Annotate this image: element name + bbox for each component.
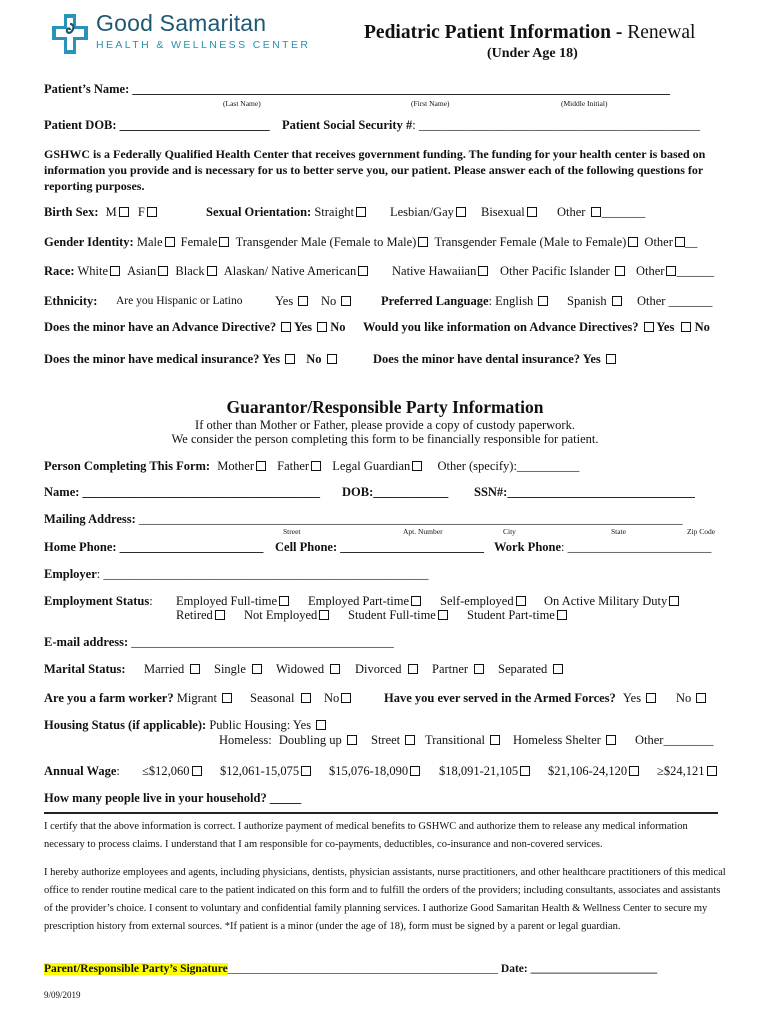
gender-trans-female-checkbox[interactable] <box>628 237 638 247</box>
medical-ins-no: No <box>306 352 322 366</box>
emp-military-option <box>544 594 679 609</box>
middle-initial-hint: (Middle Initial) <box>561 99 608 108</box>
ethnicity-label: Ethnicity: <box>44 294 98 308</box>
farm-no-checkbox[interactable] <box>341 693 351 703</box>
org-subtitle: HEALTH & WELLNESS CENTER <box>96 39 311 51</box>
medical-ins-yes-checkbox[interactable] <box>285 354 295 364</box>
emp-self: Self-employed <box>440 594 514 608</box>
emp-retired-option <box>176 608 225 623</box>
work-phone-line: : _______________________ <box>561 540 712 554</box>
orientation-row <box>206 205 366 220</box>
annual-wage-label: Annual Wage <box>44 764 117 778</box>
birth-sex-f: F <box>137 205 145 219</box>
emp-student-part-checkbox[interactable] <box>557 610 567 620</box>
employer-field[interactable] <box>44 567 428 582</box>
medical-insurance-row <box>44 352 337 367</box>
ethnicity-yes-option <box>275 294 308 309</box>
ethnicity-question: Are you Hispanic or Latino <box>116 295 243 307</box>
person-completing-row <box>44 459 579 474</box>
homeless-row <box>219 733 357 748</box>
advance-no: No <box>330 320 346 334</box>
farm-seasonal-option <box>250 691 311 706</box>
gender-female-checkbox[interactable] <box>219 237 229 247</box>
emp-not-option <box>244 608 329 623</box>
last-name-hint: (Last Name) <box>223 99 261 108</box>
completing-mother: Mother <box>217 459 255 473</box>
guarantor-section-title: Guarantor/Responsible Party Information <box>226 397 544 417</box>
advance-directive-question: Does the minor have an Advance Directive? <box>44 320 277 334</box>
marital-married-checkbox[interactable] <box>190 664 200 674</box>
street-hint: Street <box>283 527 301 536</box>
good-samaritan-logo-icon <box>50 12 90 56</box>
language-label: Preferred Language <box>381 294 489 308</box>
annual-wage-label-row <box>44 764 120 779</box>
gender-male: Male <box>136 235 163 249</box>
emp-parttime-checkbox[interactable] <box>411 596 421 606</box>
patient-dob-field[interactable]: Patient DOB: ________________________ <box>44 118 270 132</box>
gender-label: Gender Identity: <box>44 235 134 249</box>
advance-no-checkbox[interactable] <box>317 322 327 332</box>
employment-label-row <box>44 594 153 609</box>
race-hawaiian-checkbox[interactable] <box>478 266 488 276</box>
emp-not-checkbox[interactable] <box>319 610 329 620</box>
language-spanish-option <box>567 294 622 309</box>
housing-street-checkbox[interactable] <box>405 735 415 745</box>
orientation-label: Sexual Orientation: <box>206 205 312 219</box>
completing-guardian: Legal Guardian <box>332 459 411 473</box>
gender-female: Female <box>180 235 218 249</box>
ssn-line: : _____________________________________________ <box>412 118 701 132</box>
armed-forces-row <box>384 691 656 706</box>
advance-directive-row <box>44 320 346 335</box>
advance-info-no-checkbox[interactable] <box>681 322 691 332</box>
language-row <box>381 294 548 309</box>
housing-shelter: Homeless Shelter <box>513 733 601 747</box>
certify-paragraph: I certify that the above information is correct. I authorize payment of medical benefits to GSHWC and authorize them to release any medical information necessary to process claims. I understand that I am responsible for co-payments, deductibles, co-insurance and non-covered services. <box>44 821 688 851</box>
race-other-option <box>636 264 714 279</box>
page-title <box>364 22 695 44</box>
housing-homeless: Homeless: <box>219 733 272 747</box>
farm-migrant: Migrant <box>176 691 218 705</box>
armed-no-option <box>676 691 706 706</box>
work-phone-field[interactable] <box>494 540 711 555</box>
wage-5-checkbox[interactable] <box>629 766 639 776</box>
gender-trans-male: Transgender Male (Female to Male) <box>235 235 417 249</box>
farm-seasonal-checkbox[interactable] <box>301 693 311 703</box>
wage-1-option <box>142 764 202 779</box>
race-pacific-checkbox[interactable] <box>615 266 625 276</box>
section-divider <box>44 812 718 814</box>
wage-1-checkbox[interactable] <box>192 766 202 776</box>
authorize-paragraph: I hereby authorize employees and agents, including physicians, dentists, physician assistants, nurse practitioners, and other healthcare practitioners of this medical office to render routine medical care to the patient indicated on this form and to fulfill the orders of the providers; including consultants, associates and assistants of the provider’s choice. I consent to voluntary and confidential family planning services. I authorize Good Samaritan Health & Wellness Center to secure my prescription history from external sources. *If patient is a minor (under the age of 18), form must be signed by a parent or legal guardian. <box>44 867 726 933</box>
race-black-checkbox[interactable] <box>207 266 217 276</box>
city-hint: City <box>503 527 516 536</box>
mailing-label: Mailing Address: <box>44 512 136 526</box>
race-alaskan: Alaskan/ Native American <box>223 264 357 278</box>
orientation-bisexual: Bisexual <box>481 205 525 219</box>
farm-worker-row <box>44 691 232 706</box>
race-alaskan-checkbox[interactable] <box>358 266 368 276</box>
housing-public-checkbox[interactable] <box>316 720 326 730</box>
emp-student-part: Student Part-time <box>467 608 555 622</box>
orientation-other-option <box>557 205 645 220</box>
housing-doubling-checkbox[interactable] <box>347 735 357 745</box>
language-spanish-checkbox[interactable] <box>612 296 622 306</box>
household-field[interactable]: How many people live in your household? _____ <box>44 791 302 805</box>
advance-info-no: No <box>694 320 710 334</box>
farm-no: No <box>324 691 340 705</box>
race-pacific: Other Pacific Islander <box>500 264 610 278</box>
emp-student-full: Student Full-time <box>348 608 436 622</box>
title-rest: Renewal <box>627 22 696 43</box>
wage-6-checkbox[interactable] <box>707 766 717 776</box>
completing-other-field[interactable]: Other (specify):__________ <box>437 459 580 473</box>
farm-seasonal: Seasonal <box>250 691 295 705</box>
marital-widowed-checkbox[interactable] <box>330 664 340 674</box>
housing-street-option <box>371 733 415 748</box>
orientation-straight-checkbox[interactable] <box>356 207 366 217</box>
guarantor-dob-field[interactable]: DOB:____________ <box>342 485 449 499</box>
language-other-field[interactable]: Other _______ <box>637 294 713 308</box>
mailing-line: _______________________________________________________________________________________ <box>135 512 683 526</box>
first-name-hint: (First Name) <box>411 99 450 108</box>
wage-5-option <box>548 764 639 779</box>
completing-father-checkbox[interactable] <box>311 461 321 471</box>
employment-colon: : <box>149 594 153 608</box>
gender-trans-male-checkbox[interactable] <box>418 237 428 247</box>
armed-no-checkbox[interactable] <box>696 693 706 703</box>
race-other-checkbox[interactable] <box>666 266 676 276</box>
emp-student-part-option <box>467 608 567 623</box>
ethnicity-yes-checkbox[interactable] <box>298 296 308 306</box>
orientation-bisexual-option <box>481 205 537 220</box>
gender-row <box>44 235 697 250</box>
financial-note: We consider the person completing this form to be financially responsible for patient. <box>171 432 599 446</box>
emp-parttime-option <box>308 594 421 609</box>
zip-hint: Zip Code <box>687 527 716 536</box>
housing-shelter-checkbox[interactable] <box>606 735 616 745</box>
employer-line: : ____________________________________________________ <box>96 567 429 581</box>
signature-date: Date: ______________________ <box>498 963 658 975</box>
advance-yes-checkbox[interactable] <box>281 322 291 332</box>
race-black: Black <box>175 264 205 278</box>
farm-migrant-checkbox[interactable] <box>222 693 232 703</box>
signature-row[interactable] <box>44 963 657 975</box>
marital-partner-checkbox[interactable] <box>474 664 484 674</box>
birth-sex-f-checkbox[interactable] <box>147 207 157 217</box>
housing-shelter-option <box>513 733 616 748</box>
employer-label: Employer <box>44 567 97 581</box>
cell-phone-field[interactable]: Cell Phone: _______________________ <box>275 540 485 554</box>
dental-insurance-row <box>373 352 616 367</box>
wage-2-option <box>220 764 311 779</box>
birth-sex-row <box>44 205 157 220</box>
emp-fulltime-checkbox[interactable] <box>279 596 289 606</box>
advance-info-row <box>363 320 710 335</box>
completing-mother-checkbox[interactable] <box>256 461 266 471</box>
wage-1: ≤$12,060 <box>142 764 190 778</box>
orientation-other-line[interactable]: _______ <box>601 205 646 219</box>
housing-street: Street <box>371 733 401 747</box>
completing-father: Father <box>277 459 310 473</box>
footer-date: 9/09/2019 <box>44 990 81 1000</box>
marital-separated: Separated <box>498 662 548 676</box>
medical-ins-no-checkbox[interactable] <box>327 354 337 364</box>
housing-row <box>44 718 326 733</box>
dental-ins-yes-checkbox[interactable] <box>606 354 616 364</box>
state-hint: State <box>611 527 626 536</box>
marital-widowed: Widowed <box>276 662 325 676</box>
orientation-lesbian-gay-checkbox[interactable] <box>456 207 466 217</box>
race-hawaiian: Native Hawaiian <box>392 264 477 278</box>
orientation-lesbian-gay-option <box>390 205 466 220</box>
email-line: __________________________________________ <box>128 635 394 649</box>
farm-worker-question: Are you a farm worker? <box>44 691 174 705</box>
birth-sex-m: M <box>105 205 117 219</box>
farm-no-option <box>324 691 351 706</box>
emp-self-checkbox[interactable] <box>516 596 526 606</box>
marital-divorced-checkbox[interactable] <box>408 664 418 674</box>
medical-insurance-question: Does the minor have medical insurance? Yes <box>44 352 281 366</box>
title-bold: Pediatric Patient Information - <box>364 22 628 43</box>
race-other: Other <box>636 264 665 278</box>
orientation-other-checkbox[interactable] <box>591 207 601 217</box>
emp-military: On Active Military Duty <box>544 594 668 608</box>
marital-single-option <box>214 662 262 677</box>
marital-partner-option <box>432 662 484 677</box>
marital-partner: Partner <box>432 662 469 676</box>
wage-5: $21,106-24,120 <box>548 764 628 778</box>
language-english-checkbox[interactable] <box>538 296 548 306</box>
ethnicity-no-checkbox[interactable] <box>341 296 351 306</box>
armed-forces-question: Have you ever served in the Armed Forces? <box>384 691 616 705</box>
patient-name-field[interactable]: Patient’s Name: ______________________________________________________________________________________ <box>44 82 670 96</box>
housing-other-field[interactable]: Other________ <box>635 733 714 747</box>
birth-sex-m-checkbox[interactable] <box>119 207 129 217</box>
ethnicity-no: No <box>321 294 337 308</box>
gender-male-checkbox[interactable] <box>165 237 175 247</box>
marital-divorced-option <box>355 662 418 677</box>
race-white: White <box>77 264 108 278</box>
wage-2-checkbox[interactable] <box>301 766 311 776</box>
gender-other-checkbox[interactable] <box>675 237 685 247</box>
language-spanish: Spanish <box>567 294 607 308</box>
marital-label: Marital Status: <box>44 662 126 676</box>
orientation-bisexual-checkbox[interactable] <box>527 207 537 217</box>
funding-notice: GSHWC is a Federally Qualified Health Center that receives government funding. The funding for your health center is based on information you provide and is necessary for us to better serve you, our patient. Please answer each of the following questions for reporting purposes. <box>44 147 706 193</box>
emp-fulltime: Employed Full-time <box>176 594 278 608</box>
housing-transitional: Transitional <box>425 733 485 747</box>
apt-hint: Apt. Number <box>403 527 443 536</box>
signature-line: _______________________________________________ <box>227 963 499 975</box>
email-field[interactable] <box>44 635 394 650</box>
marital-single-checkbox[interactable] <box>252 664 262 674</box>
home-phone-field[interactable]: Home Phone: _______________________ <box>44 540 264 554</box>
wage-2: $12,061-15,075 <box>220 764 300 778</box>
emp-student-full-checkbox[interactable] <box>438 610 448 620</box>
person-completing-label: Person Completing This Form: <box>44 459 211 473</box>
wage-4-checkbox[interactable] <box>520 766 530 776</box>
marital-married-option <box>144 662 200 677</box>
patient-ssn-field[interactable] <box>282 118 700 133</box>
armed-yes: Yes <box>622 691 642 705</box>
emp-retired-checkbox[interactable] <box>215 610 225 620</box>
birth-sex-label: Birth Sex: <box>44 205 99 219</box>
advance-info-question: Would you like information on Advance Directives? <box>363 320 639 334</box>
orientation-lesbian-gay: Lesbian/Gay <box>390 205 454 219</box>
housing-label: Housing Status (if applicable): <box>44 718 207 732</box>
marital-single: Single <box>214 662 246 676</box>
guarantor-name-field[interactable]: Name: ______________________________________ <box>44 485 321 499</box>
dental-insurance-question: Does the minor have dental insurance? Yes <box>373 352 601 366</box>
advance-yes: Yes <box>293 320 313 334</box>
orientation-straight: Straight <box>314 205 354 219</box>
wage-4: $18,091-21,105 <box>439 764 519 778</box>
page-subtitle: (Under Age 18) <box>487 46 578 61</box>
marital-separated-option <box>498 662 563 677</box>
housing-transitional-checkbox[interactable] <box>490 735 500 745</box>
signature-label: Parent/Responsible Party’s Signature <box>44 963 228 975</box>
advance-info-yes: Yes <box>656 320 675 334</box>
housing-transitional-option <box>425 733 500 748</box>
email-label: E-mail address: <box>44 635 129 649</box>
employment-label: Employment Status <box>44 594 150 608</box>
race-label: Race: <box>44 264 75 278</box>
race-asian: Asian <box>127 264 157 278</box>
advance-info-yes-checkbox[interactable] <box>644 322 654 332</box>
gender-other-line[interactable]: __ <box>684 235 698 249</box>
race-asian-checkbox[interactable] <box>158 266 168 276</box>
gender-other: Other <box>644 235 673 249</box>
ethnicity-no-option <box>321 294 351 309</box>
annual-wage-colon: : <box>116 764 120 778</box>
armed-no: No <box>676 691 692 705</box>
marital-widowed-option <box>276 662 340 677</box>
wage-3-option <box>329 764 420 779</box>
emp-self-option <box>440 594 526 609</box>
race-hawaiian-option <box>392 264 488 279</box>
housing-doubling: Doubling up <box>278 733 342 747</box>
marital-married: Married <box>144 662 185 676</box>
gender-trans-female: Transgender Female (Male to Female) <box>434 235 627 249</box>
emp-student-full-option <box>348 608 448 623</box>
ssn-label: Patient Social Security # <box>282 118 413 132</box>
housing-public: Public Housing: Yes <box>209 718 312 732</box>
armed-yes-checkbox[interactable] <box>646 693 656 703</box>
wage-6-option <box>657 764 717 779</box>
race-white-checkbox[interactable] <box>110 266 120 276</box>
mailing-address-field[interactable] <box>44 512 683 527</box>
race-row <box>44 264 368 279</box>
race-pacific-option <box>500 264 625 279</box>
wage-4-option <box>439 764 530 779</box>
language-english: : English <box>488 294 534 308</box>
emp-military-checkbox[interactable] <box>669 596 679 606</box>
marital-separated-checkbox[interactable] <box>553 664 563 674</box>
wage-6: ≥$24,121 <box>657 764 705 778</box>
wage-3-checkbox[interactable] <box>410 766 420 776</box>
emp-parttime: Employed Part-time <box>308 594 410 608</box>
emp-retired: Retired <box>176 608 213 622</box>
wage-3: $15,076-18,090 <box>329 764 409 778</box>
marital-divorced: Divorced <box>355 662 402 676</box>
emp-fulltime-option <box>176 594 289 609</box>
ethnicity-yes: Yes <box>275 294 294 308</box>
emp-not: Not Employed <box>244 608 318 622</box>
work-phone-label: Work Phone <box>494 540 562 554</box>
custody-note: If other than Mother or Father, please provide a copy of custody paperwork. <box>195 418 575 432</box>
guarantor-ssn-field[interactable]: SSN#:______________________________ <box>474 485 695 499</box>
race-other-line[interactable]: ______ <box>676 264 714 278</box>
orientation-other: Other <box>557 205 586 219</box>
completing-guardian-checkbox[interactable] <box>412 461 422 471</box>
org-name: Good Samaritan <box>96 10 267 36</box>
